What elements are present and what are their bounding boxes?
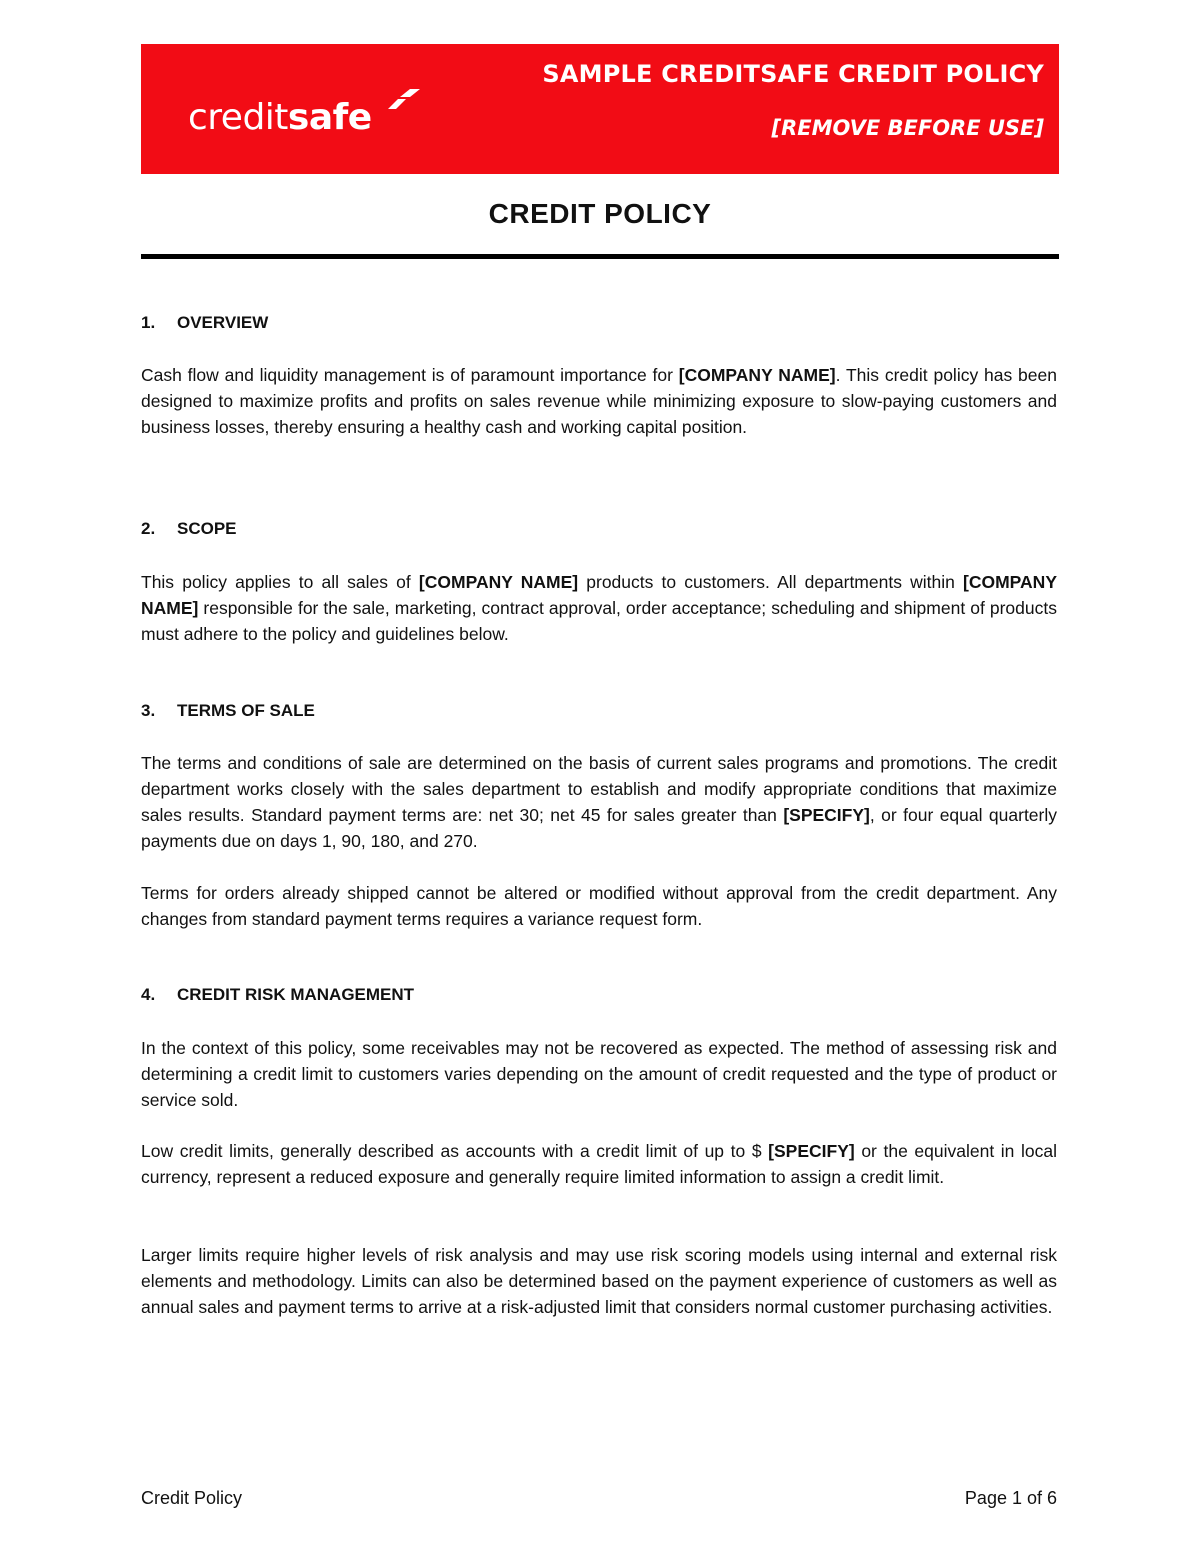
paragraph — [141, 880, 1057, 932]
placeholder-company-name: [COMPANY NAME] — [141, 572, 1057, 618]
section-title: OVERVIEW — [177, 313, 269, 332]
logo-text-light: credit — [188, 97, 288, 138]
section-heading — [141, 985, 414, 1005]
banner-subtitle: [REMOVE BEFORE USE] — [771, 116, 1044, 140]
paragraph-text: Terms for orders already shipped cannot be altered or modified without approval from the credit department. Any changes from standard payment terms requires a variance request form. — [141, 883, 1057, 929]
logo-swoosh-icon — [384, 87, 424, 111]
creditsafe-logo — [188, 96, 372, 140]
section-heading — [141, 313, 268, 333]
header-banner — [141, 44, 1059, 174]
section-number: 1. — [141, 313, 156, 332]
paragraph — [141, 1035, 1057, 1113]
section-title: SCOPE — [177, 519, 237, 538]
placeholder-company-name: [COMPANY NAME] — [678, 365, 836, 385]
paragraph-text: or the equivalent in local currency, represent a reduced exposure and generally require limited information to assign a credit limit. — [141, 1141, 1058, 1187]
paragraph-text: This policy applies to all sales of — [141, 572, 419, 592]
banner-title: SAMPLE CREDITSAFE CREDIT POLICY — [542, 60, 1044, 88]
paragraph-text: . This credit policy has been designed to maximize profits and profits on sales revenue while minimizing exposure to slow-paying customers and business losses, thereby ensuring a healthy cash and working capital position. — [141, 365, 1057, 437]
paragraph — [141, 1242, 1057, 1320]
paragraph — [141, 750, 1057, 854]
paragraph-text: , or four equal quarterly payments due on days 1, 90, 180, and 270. — [141, 805, 1058, 851]
section-title: CREDIT RISK MANAGEMENT — [177, 985, 415, 1004]
paragraph — [141, 1138, 1057, 1190]
page-number: Page 1 of 6 — [964, 1488, 1057, 1508]
paragraph — [141, 569, 1057, 647]
document-title: CREDIT POLICY — [488, 198, 712, 229]
placeholder-specify: [SPECIFY] — [768, 1141, 855, 1161]
placeholder-company-name: [COMPANY NAME] — [418, 572, 579, 592]
title-rule — [141, 254, 1059, 259]
section-number: 3. — [141, 701, 156, 720]
paragraph-text: products to customers. All departments within — [578, 572, 964, 592]
section-heading — [141, 519, 237, 539]
section-number: 2. — [141, 519, 156, 538]
paragraph — [141, 362, 1057, 440]
section-title: TERMS OF SALE — [177, 701, 315, 720]
placeholder-specify: [SPECIFY] — [783, 805, 870, 825]
paragraph-text: Cash flow and liquidity management is of paramount importance for — [141, 365, 679, 385]
section-heading — [141, 701, 315, 721]
logo-text-bold: safe — [287, 97, 372, 138]
footer-title: Credit Policy — [141, 1488, 243, 1508]
paragraph-text: Larger limits require higher levels of risk analysis and may use risk scoring models using internal and external risk elements and methodology. Limits can also be determined based on the payment experience of customers as well as annual sales and payment terms to arrive at a risk-adjusted limit that considers normal customer purchasing activities. — [141, 1245, 1057, 1317]
paragraph-text: In the context of this policy, some receivables may not be recovered as expected. The method of assessing risk and determining a credit limit to customers varies depending on the amount of credit requested and the type of product or service sold. — [141, 1038, 1057, 1110]
paragraph-text: The terms and conditions of sale are determined on the basis of current sales programs and promotions. The credit department works closely with the sales department to establish and modify appropriate conditions that maximize sales results. Standard payment terms are: net 30; net 45 for sales greater than — [141, 753, 1057, 825]
section-number: 4. — [141, 985, 156, 1004]
paragraph-text: Low credit limits, generally described as accounts with a credit limit of up to $ — [141, 1141, 769, 1161]
paragraph-text: responsible for the sale, marketing, contract approval, order acceptance; scheduling and shipment of products must adhere to the policy and guidelines below. — [141, 598, 1057, 644]
